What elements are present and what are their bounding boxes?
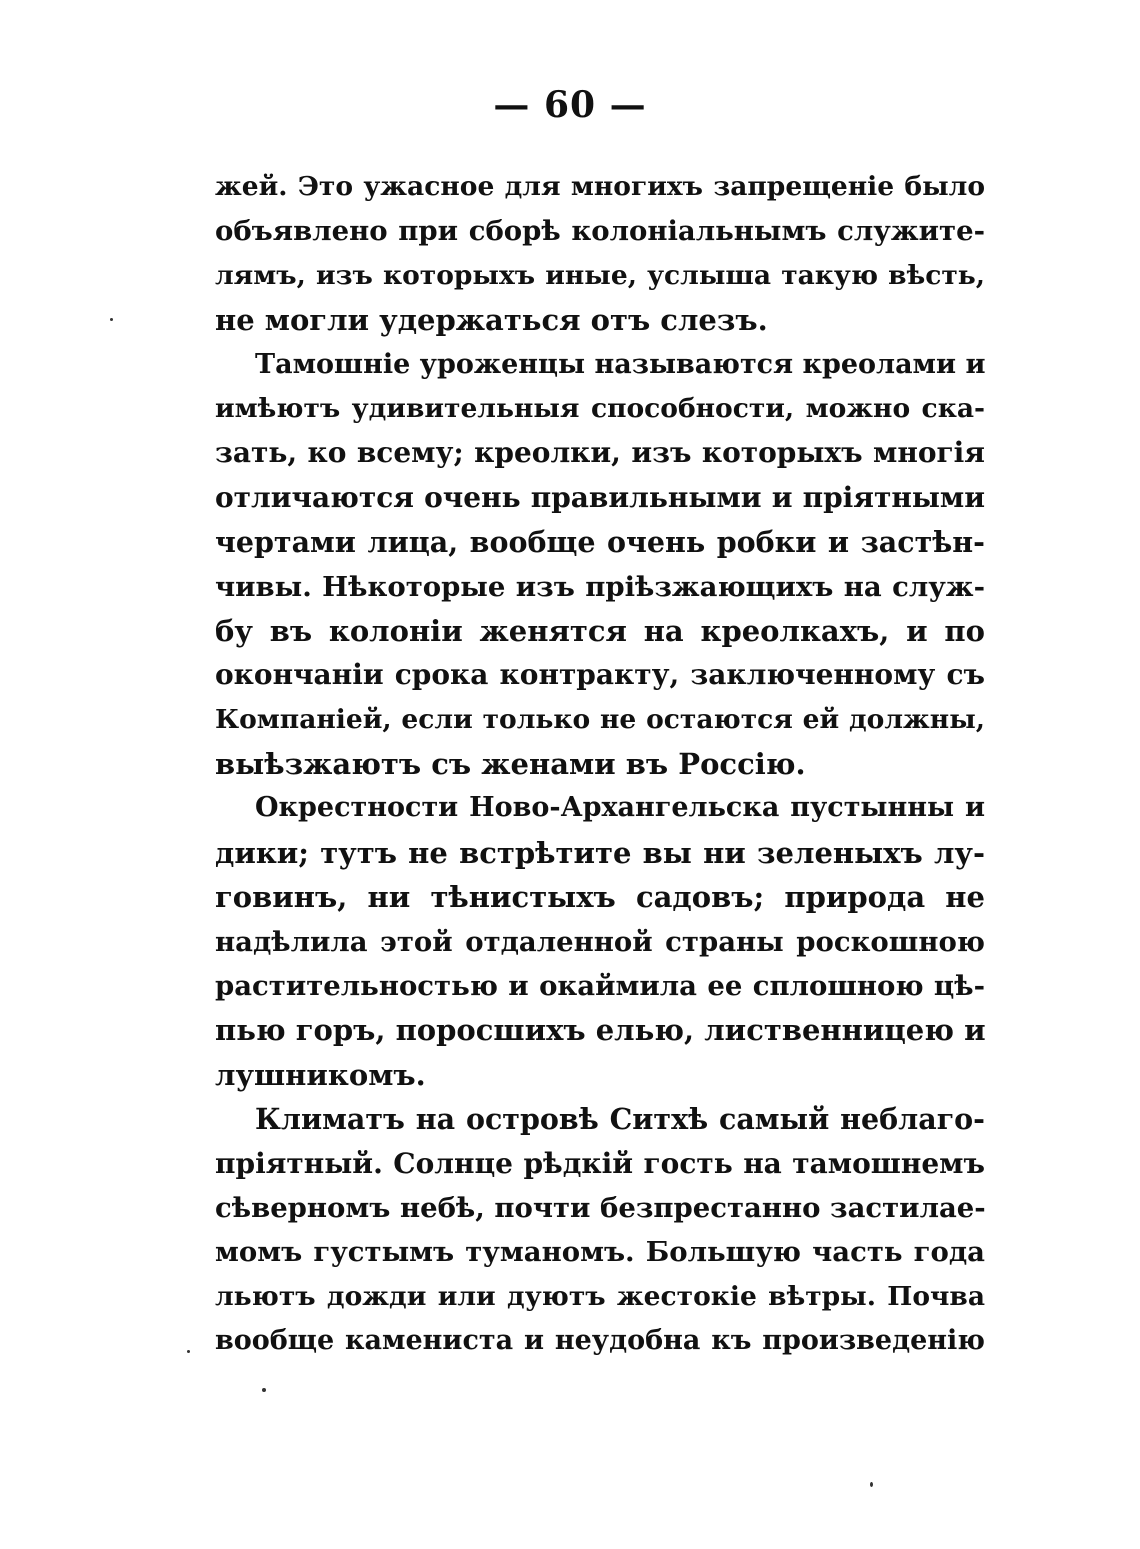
print-speck (110, 318, 113, 321)
text-line: зать, ко всему; креолки, изъ которыхъ многія (215, 436, 985, 470)
text-line: вообще камениста и неудобна къ произведенію (215, 1325, 985, 1357)
text-line: надѣлила этой отдаленной страны роскошною (215, 925, 985, 958)
text-line: льютъ дожди или дуютъ жестокіе вѣтры. Почва (215, 1280, 985, 1312)
text-line: говинъ, ни тѣнистыхъ садовъ; природа не (215, 880, 985, 915)
text-line: Климатъ на островѣ Ситхѣ самый неблаго- (255, 1102, 985, 1137)
paragraph-4 (215, 1097, 985, 1363)
text-line: не могли удержаться отъ слезъ. (215, 303, 768, 338)
text-line: чертами лица, вообще очень робки и застѣн- (215, 525, 985, 560)
text-line: окончаніи срока контракту, заключенному съ (215, 658, 985, 692)
text-line: лушникомъ. (215, 1057, 426, 1092)
text-line: выѣзжаютъ съ женами въ Россію. (215, 747, 806, 782)
text-line: бу въ колоніи женятся на креолкахъ, и по (215, 613, 985, 648)
body-text (215, 165, 985, 1364)
text-line: Окрестности Ново-Архангельска пустынны и (255, 792, 985, 824)
text-line: жей. Это ужасное для многихъ запрещеніе было (215, 171, 985, 202)
page-number: — 60 — (493, 84, 647, 126)
text-line: пріятный. Солнце рѣдкій гость на тамошнемъ (215, 1146, 985, 1180)
text-line: чивы. Нѣкоторые изъ пріѣзжающихъ на служ- (215, 570, 985, 603)
paragraph-3 (215, 786, 985, 1097)
text-line: дики; тутъ не встрѣтите вы ни зеленыхъ лу- (215, 835, 985, 870)
print-speck (187, 1350, 190, 1353)
text-line: отличаются очень правильными и пріятными (215, 480, 985, 514)
text-line: лямъ, изъ которыхъ иные, услыша такую вѣсть, (215, 259, 985, 291)
text-line: момъ густымъ туманомъ. Большую часть года (215, 1236, 985, 1269)
print-speck (262, 1388, 266, 1392)
text-line: имѣютъ удивительныя способности, можно ска- (215, 392, 985, 424)
text-line: объявлено при сборѣ колоніальнымъ служите- (215, 215, 985, 248)
print-speck (870, 1482, 873, 1487)
paragraph-1 (215, 165, 985, 343)
text-line: Тамошніе уроженцы называются креолами и (255, 348, 986, 380)
text-line: растительностью и окаймила ее сплошною цѣ- (215, 970, 985, 1003)
text-line: пью горъ, поросшихъ елью, лиственницею и (215, 1013, 986, 1048)
text-line: сѣверномъ небѣ, почти безпрестанно застилае- (215, 1191, 986, 1224)
paragraph-2 (215, 343, 985, 787)
text-line: Компаніей, если только не остаются ей должны, (215, 703, 985, 735)
